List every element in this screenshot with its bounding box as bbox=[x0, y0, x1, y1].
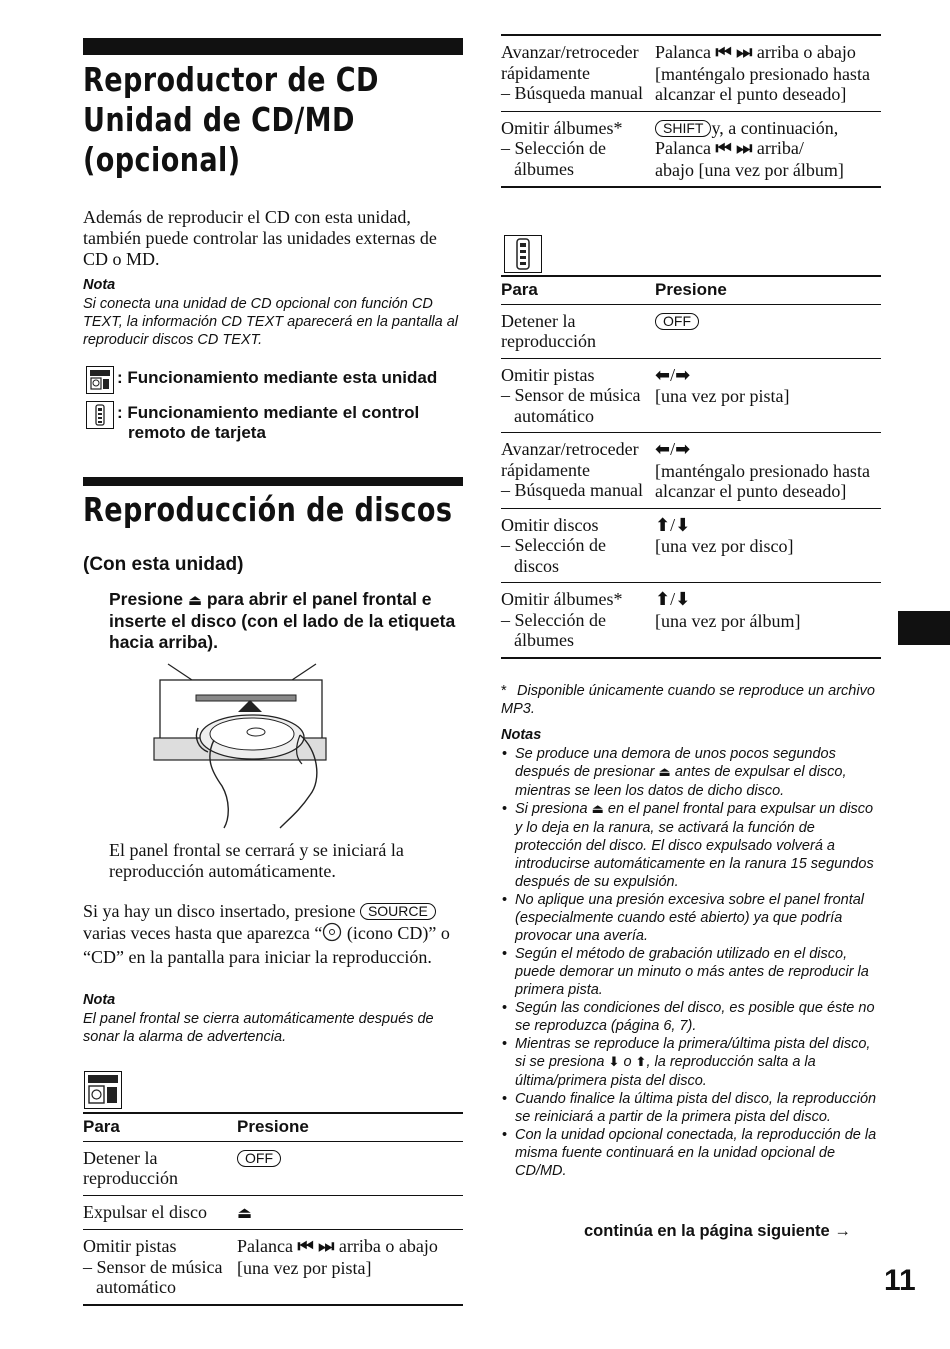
row-skip-label: Omitir pistas bbox=[501, 364, 595, 385]
up-arrow-icon: ⬆ bbox=[655, 514, 671, 536]
table-row bbox=[501, 358, 881, 433]
note-text: No aplique una presión excesiva sobre el panel frontal (especialmente cuando esté abierto) ya que podría provocar una avería. bbox=[515, 892, 865, 944]
source-button: SOURCE bbox=[360, 903, 436, 920]
slash-text: / bbox=[670, 589, 676, 609]
eject-icon: ⏏ bbox=[658, 765, 671, 780]
row-album-label: Omitir álbumes* bbox=[501, 589, 623, 609]
after-insert-text: El panel frontal se cerrará y se iniciará la reproducción automáticamente. bbox=[109, 840, 404, 881]
slash-text: / bbox=[670, 364, 676, 385]
section-tab bbox=[898, 611, 950, 645]
note-text: Según el método de grabación utilizado en el disco, puede demorar un minuto o más antes de reproducir la primera pista. bbox=[515, 946, 869, 998]
nota-text-1: Si conecta una unidad de CD opcional con función CD TEXT, la información CD TEXT aparecerá en la pantalla al reproducir discos CD TEXT. bbox=[83, 296, 459, 348]
note-text: en el panel frontal para expulsar un disco y lo deja en la ranura, se activará la función de protección del disco. El disco expulsado volverá a introducirse automáticamente en la ranura 15 segundos después de su expulsión. bbox=[515, 801, 874, 890]
down-arrow-icon: ⬇ bbox=[675, 514, 691, 536]
step-text-b: para abrir el panel frontal e inserte el disco (con el lado de la etiqueta hacia arriba). bbox=[109, 589, 456, 652]
row-album-label: Omitir álbumes* bbox=[501, 117, 623, 138]
unit-icon-large bbox=[84, 1071, 122, 1109]
then-text: y, a continuación, bbox=[711, 117, 839, 138]
off-button: OFF bbox=[655, 313, 699, 330]
row-album-sub: – Selección de álbumes bbox=[501, 609, 606, 650]
row-skip-sub: – Sensor de música automático bbox=[83, 1256, 223, 1297]
lever-text: Palanca bbox=[655, 138, 711, 158]
down-arrow-icon: ⬇ bbox=[675, 589, 691, 610]
once-per-album-text: [una vez por álbum] bbox=[655, 610, 801, 631]
unit-operations-table bbox=[83, 1112, 463, 1306]
row-stop-label: Detener la reproducción bbox=[83, 1141, 237, 1195]
list-item bbox=[501, 1126, 881, 1180]
already-inserted-text bbox=[83, 901, 465, 968]
up-arrow-icon: ⬆ bbox=[635, 1055, 647, 1070]
table-row bbox=[501, 433, 881, 509]
row-fast-sub: – Búsqueda manual bbox=[501, 480, 643, 500]
lever-text: Palanca bbox=[655, 42, 711, 62]
title-bar bbox=[83, 38, 463, 55]
table-row bbox=[83, 1230, 463, 1305]
note-text: Mientras se reproduce la primera/última pista del disco, si se presiona bbox=[515, 1036, 871, 1070]
header-presione: Presione bbox=[237, 1113, 463, 1141]
eject-icon: ⏏ bbox=[591, 802, 604, 817]
title-line-2: Unidad de CD/MD bbox=[83, 100, 355, 139]
table-row bbox=[83, 1195, 463, 1230]
intro-text: Además de reproducir el CD con esta unidad, también puede controlar las unidades externas de CD o MD. bbox=[83, 207, 437, 269]
next-track-icon: ⏭ bbox=[318, 1236, 335, 1257]
notes-list bbox=[501, 745, 881, 1180]
list-item bbox=[501, 745, 881, 800]
table-row bbox=[83, 1141, 463, 1195]
footnote-mark: * bbox=[501, 683, 507, 699]
cd-icon bbox=[322, 922, 342, 947]
table-header-row bbox=[83, 1113, 463, 1141]
table-row bbox=[501, 583, 881, 658]
prev-track-icon: ⏮ bbox=[715, 138, 732, 159]
title-line-3: (opcional) bbox=[83, 140, 241, 179]
down-arrow-icon: ⬇ bbox=[608, 1055, 620, 1070]
disc-insert-illustration bbox=[150, 660, 330, 830]
left-arrow-icon: ⬅ bbox=[655, 364, 671, 386]
para-text-c: (icono CD)” o “CD” en la pantalla para iniciar la reproducción. bbox=[83, 923, 450, 967]
left-arrow-icon: ⬅ bbox=[655, 439, 671, 460]
title-line-1: Reproductor de CD bbox=[83, 60, 379, 99]
footnote bbox=[501, 682, 881, 718]
prev-track-icon: ⏮ bbox=[297, 1236, 314, 1257]
table-row bbox=[501, 35, 881, 111]
list-item bbox=[501, 1090, 881, 1126]
legend-remote-label: : Funcionamiento mediante el control remoto de tarjeta bbox=[117, 403, 420, 442]
step-text-a: Presione bbox=[109, 589, 183, 609]
once-per-track-text: [una vez por pista] bbox=[237, 1257, 372, 1278]
para-text-a: Si ya hay un disco insertado, presione bbox=[83, 901, 356, 921]
note-text: Según las condiciones del disco, es posible que éste no se reproduzca (página 6, 7). bbox=[515, 1000, 875, 1034]
next-track-icon: ⏭ bbox=[736, 42, 753, 63]
remote-operations-table bbox=[501, 275, 881, 659]
page-title bbox=[83, 60, 379, 180]
slash-text: / bbox=[670, 439, 676, 459]
shift-button: SHIFT bbox=[655, 120, 711, 137]
continue-text: continúa en la página siguiente bbox=[584, 1222, 830, 1240]
row-fast-label: Avanzar/retroceder rápidamente bbox=[501, 439, 639, 480]
up-text: arriba/ bbox=[756, 138, 804, 158]
fast-instruction-text: arriba o abajo [manténgalo presionado hasta alcanzar el punto deseado] bbox=[655, 42, 870, 104]
next-track-icon: ⏭ bbox=[736, 138, 753, 159]
up-arrow-icon: ⬆ bbox=[655, 589, 671, 610]
table-row bbox=[501, 111, 881, 187]
nota-heading-1: Nota bbox=[83, 277, 116, 293]
header-para: Para bbox=[501, 276, 655, 304]
unit-operations-table-cont bbox=[501, 34, 881, 188]
section-bar bbox=[83, 477, 463, 486]
section-title: Reproducción de discos bbox=[83, 490, 453, 529]
unit-icon bbox=[86, 366, 114, 394]
nota-heading-2: Nota bbox=[83, 992, 116, 1008]
note-text: antes de expulsar el disco, mientras se leen los datos de dicho disco. bbox=[515, 764, 847, 799]
row-stop-label: Detener la reproducción bbox=[501, 304, 655, 358]
page-number: 11 bbox=[884, 1264, 916, 1297]
list-item bbox=[501, 800, 881, 891]
legend-unit-label: : Funcionamiento mediante esta unidad bbox=[117, 368, 438, 387]
list-item bbox=[501, 891, 881, 945]
subsection-title: (Con esta unidad) bbox=[83, 554, 244, 575]
row-skip-label: Omitir pistas bbox=[83, 1236, 177, 1256]
prev-track-icon: ⏮ bbox=[715, 42, 732, 63]
lever-direction-text: arriba o abajo bbox=[338, 1236, 438, 1256]
note-text: Cuando finalice la última pista del disco, la reproducción se reiniciará a partir de la primera pista del disco. bbox=[515, 1091, 877, 1125]
off-button: OFF bbox=[237, 1150, 281, 1167]
header-presione: Presione bbox=[655, 276, 881, 304]
eject-icon: ⏏ bbox=[237, 1202, 253, 1222]
right-arrow-icon: ➡ bbox=[675, 439, 691, 460]
footnote-text: Disponible únicamente cuando se reproduce un archivo MP3. bbox=[501, 683, 875, 717]
row-fast-sub: – Búsqueda manual bbox=[501, 83, 643, 103]
table-header-row bbox=[501, 276, 881, 304]
note-text: , la reproducción salta a la última/primera pista del disco. bbox=[515, 1054, 816, 1089]
remote-icon bbox=[86, 401, 114, 429]
list-item bbox=[501, 1035, 881, 1090]
step-instruction bbox=[109, 589, 465, 653]
list-item bbox=[501, 945, 881, 999]
slash-text: / bbox=[670, 514, 676, 535]
row-eject-label: Expulsar el disco bbox=[83, 1195, 237, 1230]
row-skip-sub: – Sensor de música automático bbox=[501, 385, 641, 426]
row-disc-label: Omitir discos bbox=[501, 514, 599, 535]
once-per-album-text: abajo [una vez por álbum] bbox=[655, 159, 844, 180]
remote-icon-large bbox=[504, 235, 542, 273]
nota-text-2: El panel frontal se cierra automáticamente después de sonar la alarma de advertencia. bbox=[83, 1011, 434, 1045]
hold-text: [manténgalo presionado hasta alcanzar el punto deseado] bbox=[655, 460, 870, 501]
list-item bbox=[501, 999, 881, 1035]
arrow-right-icon: → bbox=[834, 1222, 851, 1240]
table-row bbox=[501, 304, 881, 358]
continue-note bbox=[584, 1222, 851, 1241]
once-per-disc-text: [una vez por disco] bbox=[655, 536, 794, 556]
note-text: Se produce una demora de unos pocos segundos después de presionar bbox=[515, 746, 836, 780]
table-row bbox=[501, 508, 881, 583]
note-text: Si presiona bbox=[515, 801, 588, 817]
note-text: o bbox=[623, 1054, 632, 1070]
row-disc-sub: – Selección de discos bbox=[501, 535, 606, 576]
row-album-sub: – Selección de álbumes bbox=[501, 138, 606, 179]
right-arrow-icon: ➡ bbox=[675, 364, 691, 386]
notas-heading: Notas bbox=[501, 727, 542, 743]
lever-text: Palanca bbox=[237, 1236, 293, 1256]
eject-icon: ⏏ bbox=[187, 591, 202, 609]
para-text-b: varias veces hasta que aparezca “ bbox=[83, 923, 323, 943]
once-per-track-text: [una vez por pista] bbox=[655, 386, 790, 406]
row-fast-label: Avanzar/retroceder rápidamente bbox=[501, 42, 639, 83]
note-text: Con la unidad opcional conectada, la reproducción de la misma fuente continuará en la unidad opcional de CD/MD. bbox=[515, 1127, 877, 1179]
header-para: Para bbox=[83, 1113, 237, 1141]
